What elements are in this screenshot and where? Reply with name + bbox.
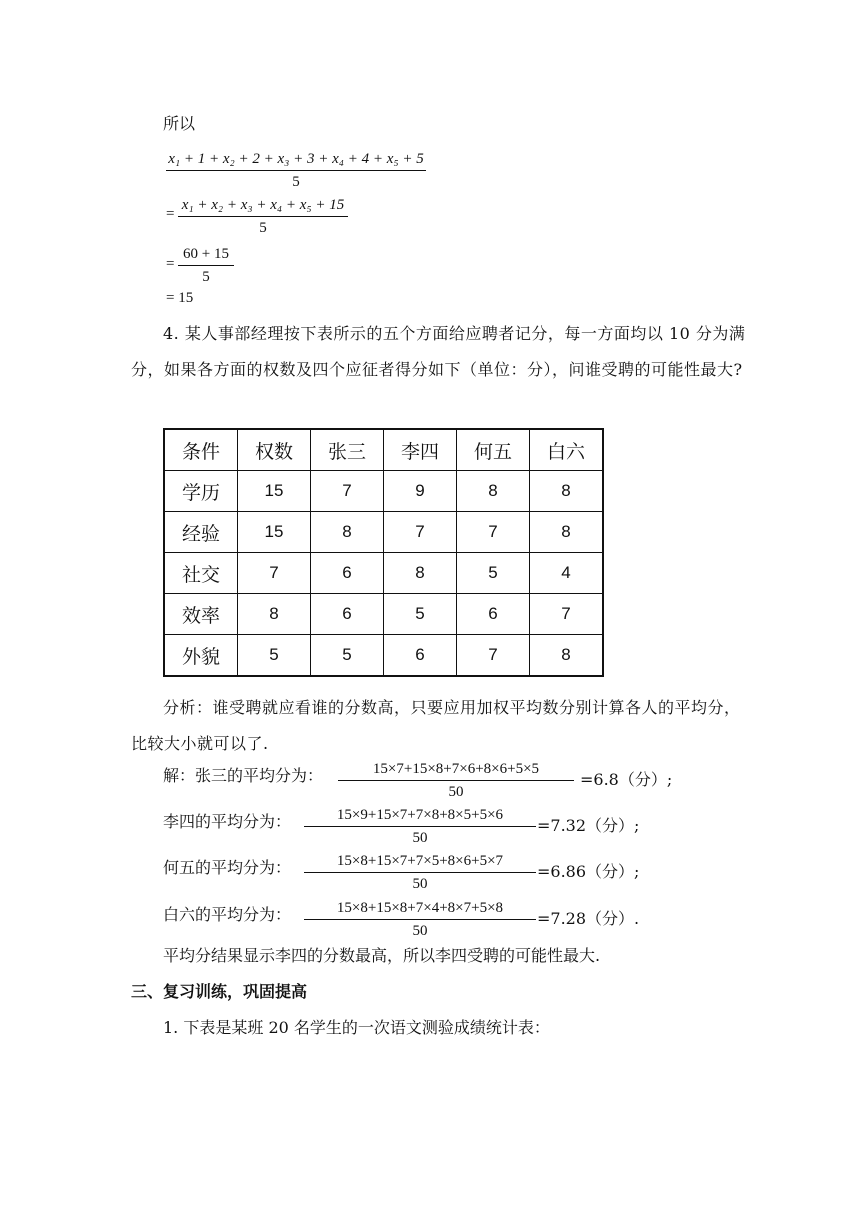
equation-1-numerator: x₁ + 1 + x₂ + 2 + x₃ + 3 + x₄ + 4 + x₅ + 5 — [168, 151, 424, 167]
table-cell: 4 — [530, 553, 604, 594]
solution-label: 解：张三的平均分为： — [163, 766, 324, 785]
table-cell: 7 — [457, 635, 530, 677]
table-cell: 8 — [457, 471, 530, 512]
table-cell: 7 — [238, 553, 311, 594]
table-cell: 5 — [384, 594, 457, 635]
section-3-heading: 三、复习训练，巩固提高 — [131, 982, 308, 1001]
table-cell: 8 — [530, 471, 604, 512]
solution-numerator: 15×8+15×8+7×4+8×7+5×8 — [336, 900, 504, 916]
table-row — [164, 594, 603, 635]
so-label: 所以 — [163, 114, 196, 133]
solution-fraction — [338, 760, 574, 801]
equation-3-fraction — [178, 245, 234, 286]
solution-fraction — [304, 852, 536, 893]
table-cell: 外貌 — [164, 635, 238, 677]
equation-2-fraction — [178, 196, 348, 237]
equation-2-equals: = — [166, 206, 175, 222]
table-cell: 5 — [238, 635, 311, 677]
table-cell: 学历 — [164, 471, 238, 512]
table-header-cell: 条件 — [164, 429, 238, 471]
table-cell: 8 — [238, 594, 311, 635]
equation-3-denominator: 5 — [202, 269, 210, 285]
table-cell: 9 — [384, 471, 457, 512]
table-cell: 社交 — [164, 553, 238, 594]
table-row — [164, 512, 603, 553]
table-header-cell: 李四 — [384, 429, 457, 471]
solution-result: =7.28（分）. — [537, 909, 640, 928]
solution-numerator: 15×7+15×8+7×6+8×6+5×5 — [372, 761, 540, 777]
equation-2-numerator: x₁ + x₂ + x₃ + x₄ + x₅ + 15 — [181, 197, 345, 213]
solution-result: =6.86（分）; — [537, 862, 640, 881]
score-table — [163, 428, 604, 677]
table-header-cell: 权数 — [238, 429, 311, 471]
solution-numerator: 15×9+15×7+7×8+8×5+5×6 — [336, 807, 504, 823]
solution-fraction — [304, 806, 536, 847]
table-row — [164, 553, 603, 594]
conclusion-text: 平均分结果显示李四的分数最高，所以李四受聘的可能性最大. — [163, 946, 601, 965]
table-cell: 8 — [311, 512, 384, 553]
solution-denominator: 50 — [412, 830, 428, 846]
table-cell: 效率 — [164, 594, 238, 635]
table-cell: 5 — [311, 635, 384, 677]
table-cell: 6 — [311, 594, 384, 635]
table-header-cell: 白六 — [530, 429, 604, 471]
solution-denominator: 50 — [448, 784, 464, 800]
table-cell: 6 — [311, 553, 384, 594]
solution-label: 何五的平均分为： — [163, 858, 292, 877]
table-cell: 7 — [311, 471, 384, 512]
equation-3-numerator: 60 + 15 — [183, 246, 229, 262]
equation-1-denominator: 5 — [292, 174, 300, 190]
table-cell: 8 — [530, 512, 604, 553]
exercise-1-text: 1. 下表是某班 20 名学生的一次语文测验成绩统计表： — [163, 1018, 550, 1037]
analysis-text: 分析：谁受聘就应看谁的分数高，只要应用加权平均数分别计算各人的平均分，比较大小就可以了. — [131, 698, 741, 753]
table-cell: 8 — [384, 553, 457, 594]
problem-4-text: 4. 某人事部经理按下表所示的五个方面给应聘者记分，每一方面均以 10 分为满分，如果各方面的权数及四个应征者得分如下（单位：分），问谁受聘的可能性最大? — [131, 324, 746, 379]
equation-3-equals: = — [166, 256, 175, 272]
table-cell: 15 — [238, 471, 311, 512]
table-header-row — [164, 429, 603, 471]
equation-1-fraction — [166, 150, 426, 191]
table-row — [164, 471, 603, 512]
table-header-cell: 张三 — [311, 429, 384, 471]
solution-numerator: 15×8+15×7+7×5+8×6+5×7 — [336, 853, 504, 869]
solution-denominator: 50 — [412, 876, 428, 892]
table-cell: 7 — [384, 512, 457, 553]
table-cell: 6 — [457, 594, 530, 635]
solution-label: 白六的平均分为： — [163, 905, 292, 924]
table-cell: 7 — [457, 512, 530, 553]
table-cell: 6 — [384, 635, 457, 677]
solution-result: =7.32（分）; — [537, 816, 640, 835]
table-cell: 15 — [238, 512, 311, 553]
table-header-cell: 何五 — [457, 429, 530, 471]
solution-label: 李四的平均分为： — [163, 812, 292, 831]
table-cell: 7 — [530, 594, 604, 635]
table-cell: 8 — [530, 635, 604, 677]
table-cell: 5 — [457, 553, 530, 594]
solution-denominator: 50 — [412, 923, 428, 939]
solution-result: =6.8（分）; — [580, 770, 673, 789]
solution-fraction — [304, 899, 536, 940]
table-cell: 经验 — [164, 512, 238, 553]
equation-2-denominator: 5 — [259, 220, 267, 236]
table-row — [164, 635, 603, 677]
equation-4: = 15 — [166, 290, 194, 306]
